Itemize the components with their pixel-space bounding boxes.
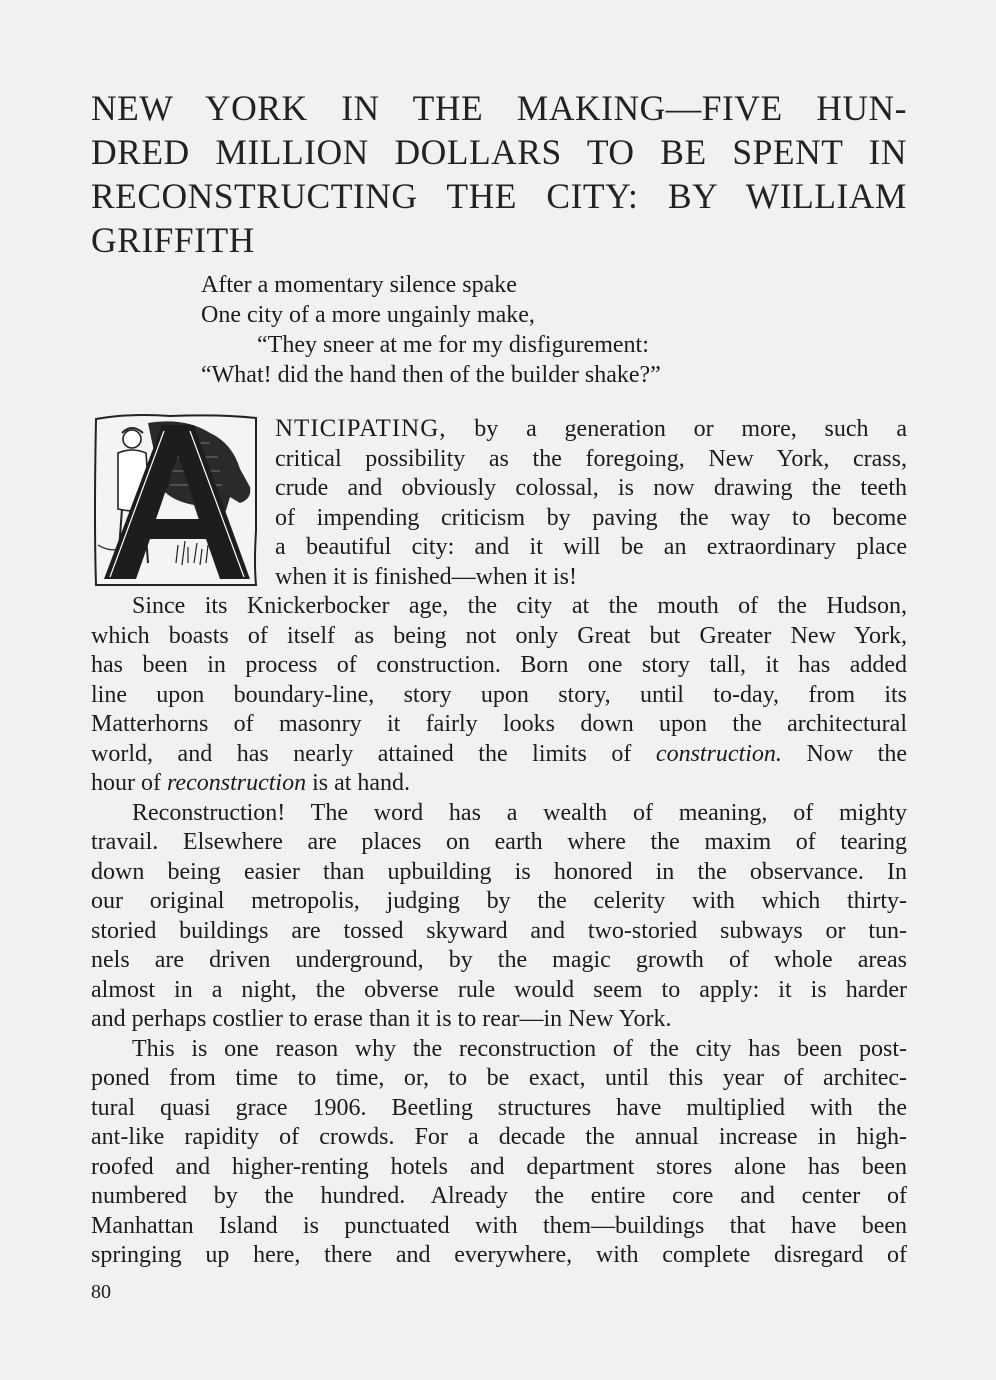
text-line: hour of reconstruction is at hand.	[91, 770, 411, 796]
text-line: critical possibility as the foregoing, New York, crass,	[275, 445, 907, 472]
italic-term: reconstruction	[166, 770, 307, 796]
text-line: tural quasi grace 1906. Beetling structures have multiplied with the	[91, 1094, 907, 1121]
paragraph-2	[91, 592, 907, 799]
text-line: ant-like rapidity of crowds. For a decade the annual increase in high-	[91, 1124, 907, 1150]
article-title	[91, 86, 907, 262]
text-line: travail. Elsewhere are places on earth where the maxim of tearing	[91, 829, 907, 855]
poem-line: One city of a more ungainly make,	[201, 302, 535, 328]
title-line: RECONSTRUCTING THE CITY: BY WILLIAM	[91, 176, 907, 216]
text-line: when it is finished—when it is!	[275, 563, 577, 590]
text-line: world, and has nearly attained the limits of construction. Now the	[91, 740, 907, 767]
poem-line: “They sneer at me for my disfigurement:	[257, 332, 649, 358]
title-line: NEW YORK IN THE MAKING—FIVE HUN-	[91, 88, 907, 128]
text-line: almost in a night, the obverse rule would seem to apply: it is harder	[91, 976, 907, 1003]
paragraph-3	[91, 799, 907, 1035]
text-line: crude and obviously colossal, is now drawing the teeth	[275, 475, 907, 501]
text-line: has been in process of construction. Born one story tall, it has added	[91, 652, 907, 678]
text-line: and perhaps costlier to erase than it is to rear—in New York.	[91, 1006, 672, 1032]
poem-line: “What! did the hand then of the builder shake?”	[201, 362, 661, 388]
title-line: GRIFFITH	[91, 220, 255, 260]
text-line: springing up here, there and everywhere, with complete disregard of	[91, 1242, 907, 1268]
text-line: Since its Knickerbocker age, the city at the mouth of the Hudson,	[132, 593, 907, 619]
text-line: roofed and higher-renting hotels and department stores alone has been	[91, 1153, 907, 1180]
italic-term: construction.	[655, 740, 782, 767]
text-line: poned from time to time, or, to be exact, until this year of architec-	[91, 1065, 907, 1091]
text-line: which boasts of itself as being not only Great but Greater New York,	[91, 622, 907, 649]
poem-line: After a momentary silence spake	[201, 272, 517, 298]
text-line: our original metropolis, judging by the celerity with which thirty-	[91, 888, 907, 914]
epigraph-poem	[201, 270, 841, 390]
text-line: numbered by the hundred. Already the entire core and center of	[91, 1183, 907, 1209]
text-line: a beautiful city: and it will be an extraordinary place	[275, 534, 907, 560]
paragraph-4	[91, 1035, 907, 1271]
text-line: down being easier than upbuilding is honored in the observance. In	[91, 858, 907, 885]
article-body	[91, 414, 907, 1271]
text-line: of impending criticism by paving the way to become	[275, 504, 907, 531]
opening-caps: NTICIPATING,	[275, 415, 447, 442]
text-line: Manhattan Island is punctuated with them—buildings that have been	[91, 1212, 907, 1239]
page-number: 80	[91, 1281, 111, 1303]
text-line: storied buildings are tossed skyward and two-storied subways or tun-	[91, 917, 907, 944]
text-line: NTICIPATING, by a generation or more, such a	[275, 415, 907, 442]
title-line: DRED MILLION DOLLARS TO BE SPENT IN	[91, 132, 907, 172]
text-line: This is one reason why the reconstruction of the city has been post-	[132, 1035, 907, 1062]
text-line: Matterhorns of masonry it fairly looks down upon the architectural	[91, 711, 907, 737]
text-line: Reconstruction! The word has a wealth of meaning, of mighty	[132, 799, 907, 826]
text-line: nels are driven underground, by the magic growth of whole areas	[91, 947, 907, 973]
paragraph-1	[91, 414, 907, 592]
text-line: line upon boundary-line, story upon story, until to-day, from its	[91, 681, 907, 708]
